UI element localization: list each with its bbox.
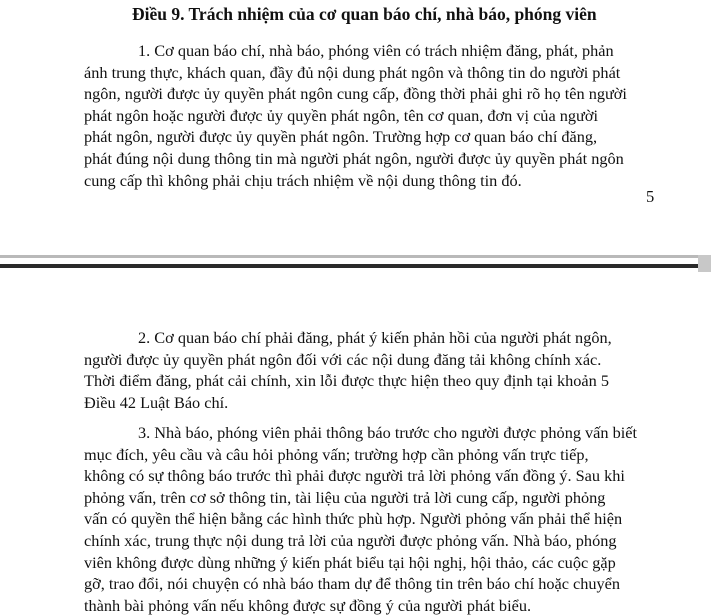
viewer-edge [698, 255, 711, 272]
page-shadow [0, 255, 711, 258]
paragraph-3 [84, 422, 637, 616]
page-number: 5 [646, 187, 655, 206]
text-line: 3. Nhà báo, phóng viên phải thông báo trước cho người được phỏng vấn biết [138, 423, 638, 442]
text-line: gỡ, trao đổi, nói chuyện có nhà báo tham dự để thông tin trên báo chí hoặc chuyển [84, 574, 621, 594]
text-line: người được ủy quyền phát ngôn đối với các nội dung đăng tải không chính xác. [84, 349, 602, 369]
document-page-top [0, 0, 711, 255]
page-separator [0, 264, 711, 268]
text-line: mục đích, yêu cầu và câu hỏi phỏng vấn; trường hợp cần phỏng vấn trực tiếp, [84, 444, 589, 464]
text-line: phỏng vấn, trên cơ sở thông tin, tài liệu của người trả lời cung cấp, người phỏng [84, 487, 606, 507]
text-line: 2. Cơ quan báo chí phải đăng, phát ý kiến phản hồi của người phát ngôn, [138, 328, 612, 347]
text-line: ánh trung thực, khách quan, đầy đủ nội dung phát ngôn và thông tin do người phát [84, 62, 621, 82]
text-line: viên không được dùng những ý kiến phát biểu tại hội nghị, hội thảo, các cuộc gặp [84, 552, 616, 572]
text-line: phát ngôn hoặc người được ủy quyền phát ngôn, tên cơ quan, đơn vị của người [84, 105, 598, 125]
paragraph-2 [84, 327, 612, 413]
text-line: ngôn, người được ủy quyền phát ngôn cung cấp, đồng thời phải ghi rõ họ tên người [84, 84, 627, 104]
text-line: phát đúng nội dung thông tin mà người phát ngôn, người được ủy quyền phát ngôn [84, 148, 624, 168]
paragraph-1 [84, 40, 627, 191]
article-title: Điều 9. Trách nhiệm của cơ quan báo chí, nhà báo, phóng viên [132, 4, 597, 24]
text-line: 1. Cơ quan báo chí, nhà báo, phóng viên có trách nhiệm đăng, phát, phản [138, 41, 614, 60]
text-line: thành bài phỏng vấn nếu không được sự đồng ý của người phát biểu. [84, 595, 532, 615]
text-line: Thời điểm đăng, phát cải chính, xin lỗi được thực hiện theo quy định tại khoản 5 [84, 371, 610, 391]
text-line: phát ngôn, người được ủy quyền phát ngôn. Trường hợp cơ quan báo chí đăng, [84, 127, 598, 147]
text-line: chính xác, trung thực nội dung trả lời của người được phỏng vấn. Nhà báo, phóng [84, 530, 617, 550]
text-line: Điều 42 Luật Báo chí. [84, 392, 229, 412]
text-line: không có sự thông báo trước thì phải được người trả lời phỏng vấn đồng ý. Sau khi [84, 466, 625, 486]
text-line: vấn có quyền thể hiện bằng các hình thức phù hợp. Người phỏng vấn phải thể hiện [84, 509, 623, 529]
text-line: cung cấp thì không phải chịu trách nhiệm về nội dung thông tin đó. [84, 170, 522, 190]
